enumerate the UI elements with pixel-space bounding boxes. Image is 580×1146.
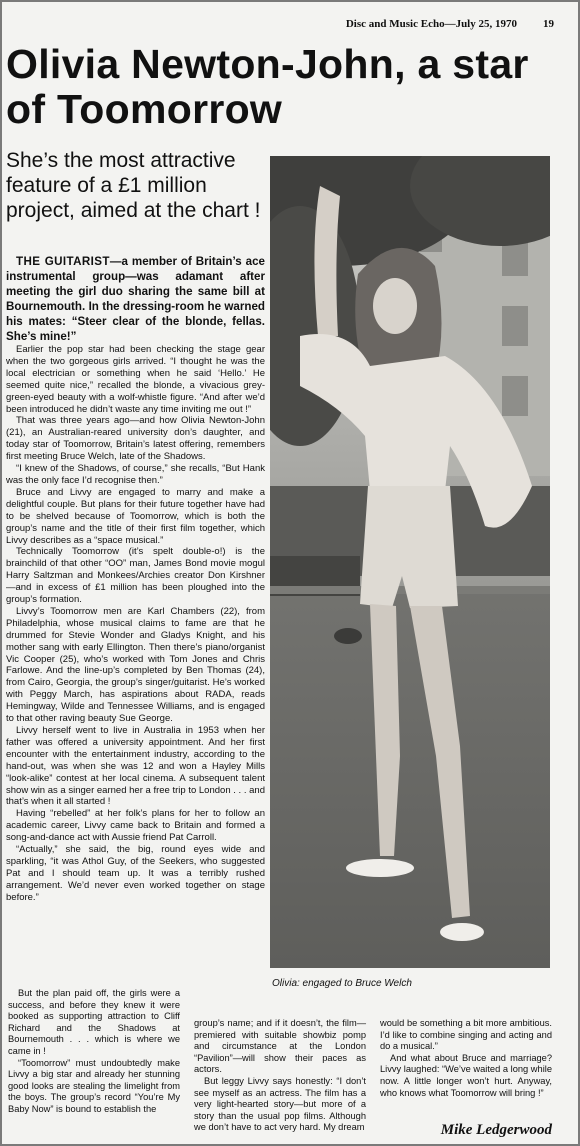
article-paragraph: Livvy’s Toomorrow men are Karl Chambers (22), from Philadelphia, whose musical claims to fame are that he drummed for Stevie Wonder and Gladys Knight, and his mother sang with early Ellington. Then there’s piano/organist Vic Cooper (25), who’s worked with Tom Jones and Chris Farlowe. And the line-up’s completed by Ben Thomas (24), from Cairo, Georgia, the group’s singer/guitarist. He’s worked with Peggy March, has aspirations about RADA, reads Hemingway, Wilde and Tennessee Williams, and is engaged to that other raving beauty Sue George. <box>6 605 265 725</box>
article-paragraph: Livvy herself went to live in Australia in 1953 when her father was offered a university appointment. And her first encounter with the entertainment industry, according to the hand-out, was when she was 12 and won a Hayley Mills “look-alike” contest at her local cinema. A subsequent talent show win as a singer earned her a free trip to London . . . and that’s when it all started ! <box>6 725 265 808</box>
publication-date: Disc and Music Echo—July 25, 1970 <box>345 18 517 30</box>
article-paragraph: Earlier the pop star had been checking the stage gear when the two gorgeous girls arrived. “I thought he was the local electrician or something when he said ‘Hello.’ He seemed quite nice,” recalled the blonde, a vivacious grey-green-eyed beauty with a wolf-whistle figure. “And after we’d been introduced he didn’t waste any time inviting me out !” <box>6 344 265 415</box>
deck-subheading: She’s the most attractive feature of a £1 million project, aimed at the chart ! <box>6 149 261 222</box>
headline: Olivia Newton-John, a star of Toomorrow <box>6 41 529 132</box>
article-paragraph: would be something a bit more ambitious. I’d like to combine singing and acting and do a musical.” <box>380 1018 552 1052</box>
article-paragraph: Having “rebelled” at her folk’s plans for her to follow an academic career, Livvy came back to Britain and formed a song-and-dance act with Aussie friend Pat Carroll. <box>6 808 265 844</box>
article-paragraph: That was three years ago—and how Olivia Newton-John (21), an Australian-reared university don’s daughter, and today star of Toomorrow, Britain’s latest offering, remembers first meeting Bruce Welch, late of the Shadows. <box>6 415 265 463</box>
photo-olivia <box>270 156 550 968</box>
article-paragraph: But the plan paid off, the girls were a success, and before they knew it were booked as supporting attraction to Cliff Richard and the Shadows at Bournemouth . . . which is where we came in ! <box>8 988 180 1056</box>
article-paragraph: But leggy Livvy says honestly: “I don’t see myself as an actress. The film has a very light-hearted story—but more of a story than the usual pop films. Although we don’t have to act very hard. My dream <box>194 1075 366 1133</box>
newspaper-page <box>2 2 578 1144</box>
article-paragraph: group’s name; and if it doesn’t, the film—premiered with suitable showbiz pomp and circumstance at the London “Pavilion”—will show their paces as actors. <box>194 1018 366 1075</box>
article-paragraph: “I knew of the Shadows, of course,” she recalls, “But Hank was the only face I’d recognise then.” <box>6 463 265 486</box>
page-header <box>2 18 554 30</box>
article-column-bottom-2 <box>194 1018 366 1134</box>
article-column-left <box>6 254 265 904</box>
article-paragraph: Technically Toomorrow (it’s spelt double-o!) is the brainchild of that other “OO” man, James Bond movie mogul Harry Saltzman and Monkees/Archies creator Don Kirshner—and in excess of £1 million has been ploughed into the group’s formation. <box>6 546 265 606</box>
article-paragraph: “Actually,” she said, the big, round eyes wide and sparkling, “it was Athol Guy, of the Seekers, who suggested Pat and I should team up. It was a terribly rushed arrangement. We’d never even worked together on stage before.” <box>6 844 265 903</box>
lead-kicker: THE GUITARIST <box>16 255 110 268</box>
lead-paragraph <box>6 254 265 344</box>
article-paragraph: “Toomorrow” must undoubtedly make Livvy a big star and already her stunning good looks are stealing the limelight from the boys. The group’s record “You’re My Baby Now” is bound to establish the <box>8 1057 180 1114</box>
lead-text: —a member of Britain’s ace instrumental group—was adamant after meeting the girl duo sharing the same bill at Bournemouth. In the dressing-room he warned his mates: “Steer clear of the blonde, fellas. She’s mine!” <box>6 255 265 343</box>
byline: Mike Ledgerwood <box>440 1122 552 1138</box>
photo-caption: Olivia: engaged to Bruce Welch <box>272 978 412 989</box>
article-column-bottom-3 <box>380 1018 552 1099</box>
page-number: 19 <box>543 18 554 30</box>
article-column-bottom-1 <box>8 988 180 1116</box>
article-paragraph: Bruce and Livvy are engaged to marry and make a delightful couple. But plans for their future together have had to be shelved because of Toomorrow, which is both the group’s name and the title of their first film together, which Livvy describes as a “space musical.” <box>6 486 265 546</box>
article-paragraph: And what about Bruce and marriage? Livvy laughed: “We’ve waited a long while now. A little longer won’t hurt. Anyway, who knows what Toomorrow will bring !” <box>380 1052 552 1098</box>
